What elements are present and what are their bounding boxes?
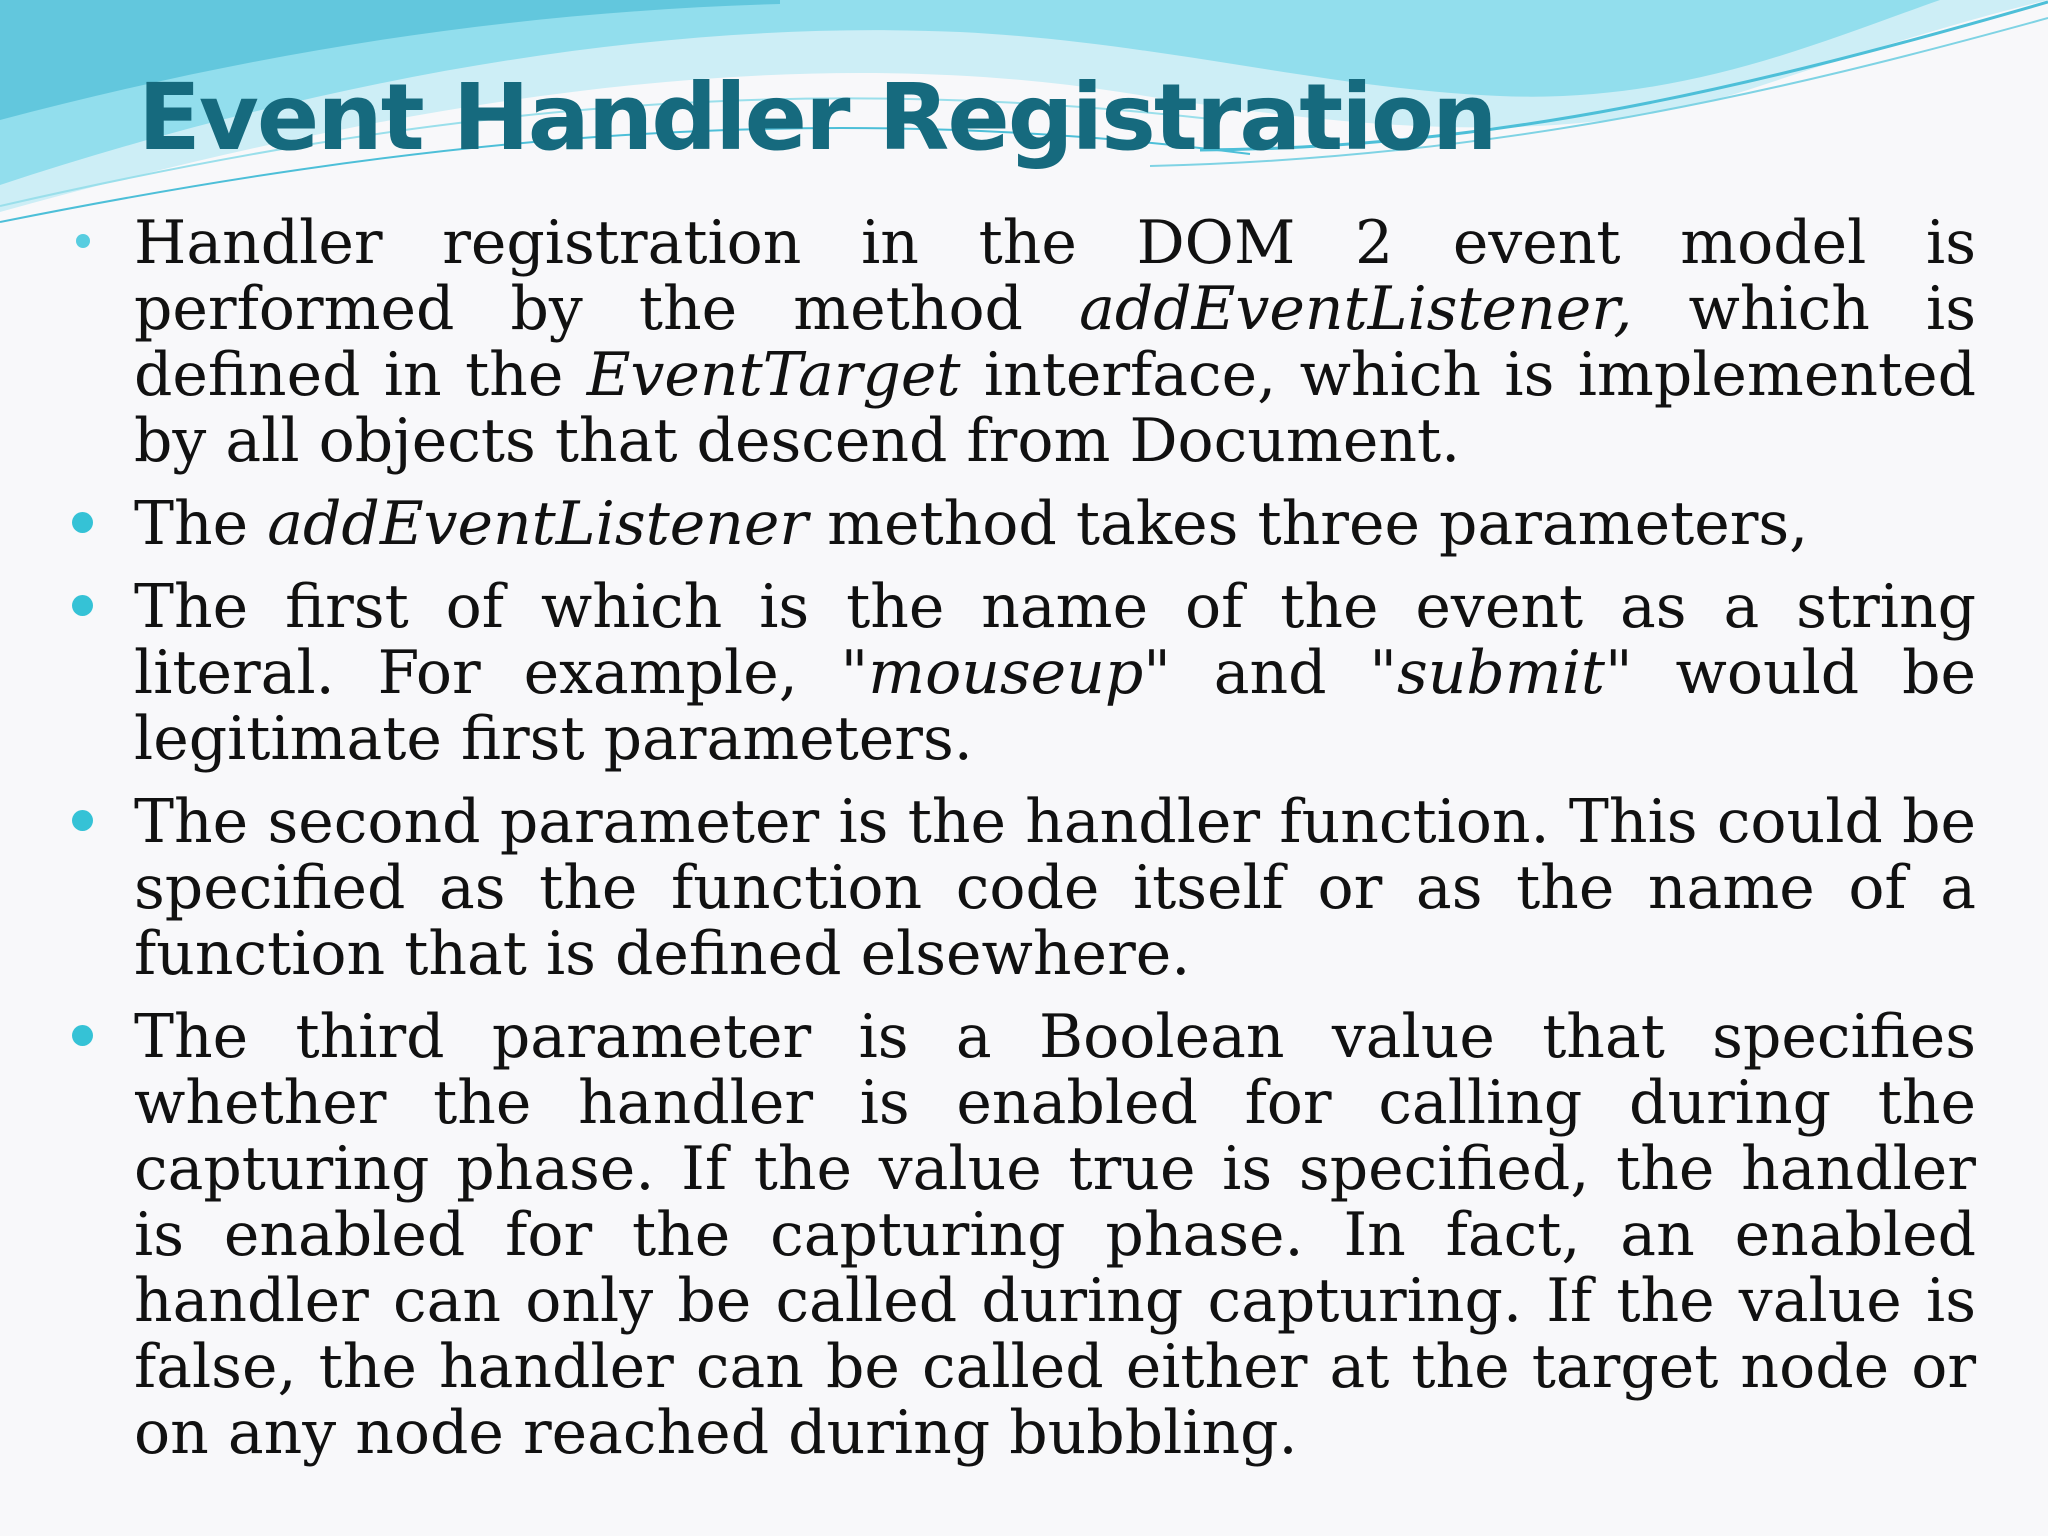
- bullet-dot-icon: [76, 234, 90, 248]
- bullet-text: The first of which is the name of the event as a string literal. For example, ": [134, 572, 1976, 708]
- bullet-text: which is defined in the: [134, 274, 1977, 410]
- bullet-text: " and ": [1143, 638, 1397, 708]
- bullet-list: [134, 210, 1976, 1483]
- bullet-text: " would be legitimate first parameters.: [134, 638, 1976, 774]
- bullet-text: Handler registration in the DOM 2 event model is performed by the method: [134, 208, 1976, 344]
- bullet-dot-icon: [72, 1025, 93, 1046]
- bullet-text: interface, which is implemented by all objects that descend from Document.: [134, 340, 1976, 476]
- bullet-item: [134, 789, 1976, 987]
- bullet-item: [134, 1004, 1976, 1466]
- method-name: addEventListener,: [1079, 274, 1633, 344]
- bullet-text: The: [134, 489, 268, 559]
- bullet-item: [134, 574, 1976, 772]
- bullet-text: The second parameter is the handler function. This could be specified as the function code itself or as the name of a function that is defined elsewhere.: [134, 787, 1976, 989]
- method-name: addEventListener: [267, 489, 809, 559]
- bullet-dot-icon: [72, 595, 93, 616]
- event-example: submit: [1396, 638, 1606, 708]
- bullet-text: method takes three parameters,: [808, 489, 1809, 559]
- bullet-item: [134, 210, 1976, 474]
- event-example: mouseup: [868, 638, 1144, 708]
- bullet-item: [134, 491, 1976, 557]
- bullet-dot-icon: [72, 810, 93, 831]
- bullet-dot-icon: [72, 512, 93, 533]
- interface-name: EventTarget: [586, 340, 961, 410]
- slide-title: Event Handler Registration: [138, 64, 1496, 171]
- bullet-text: The third parameter is a Boolean value that specifies whether the handler is enabled for calling during the capturing phase. If the value true is specified, the handler is enabled for the capturing phase. In fact, an enabled handler can only be called during capturing. If the value is false, the handler can be called either at the target node or on any node reached during bubbling.: [134, 1002, 1976, 1468]
